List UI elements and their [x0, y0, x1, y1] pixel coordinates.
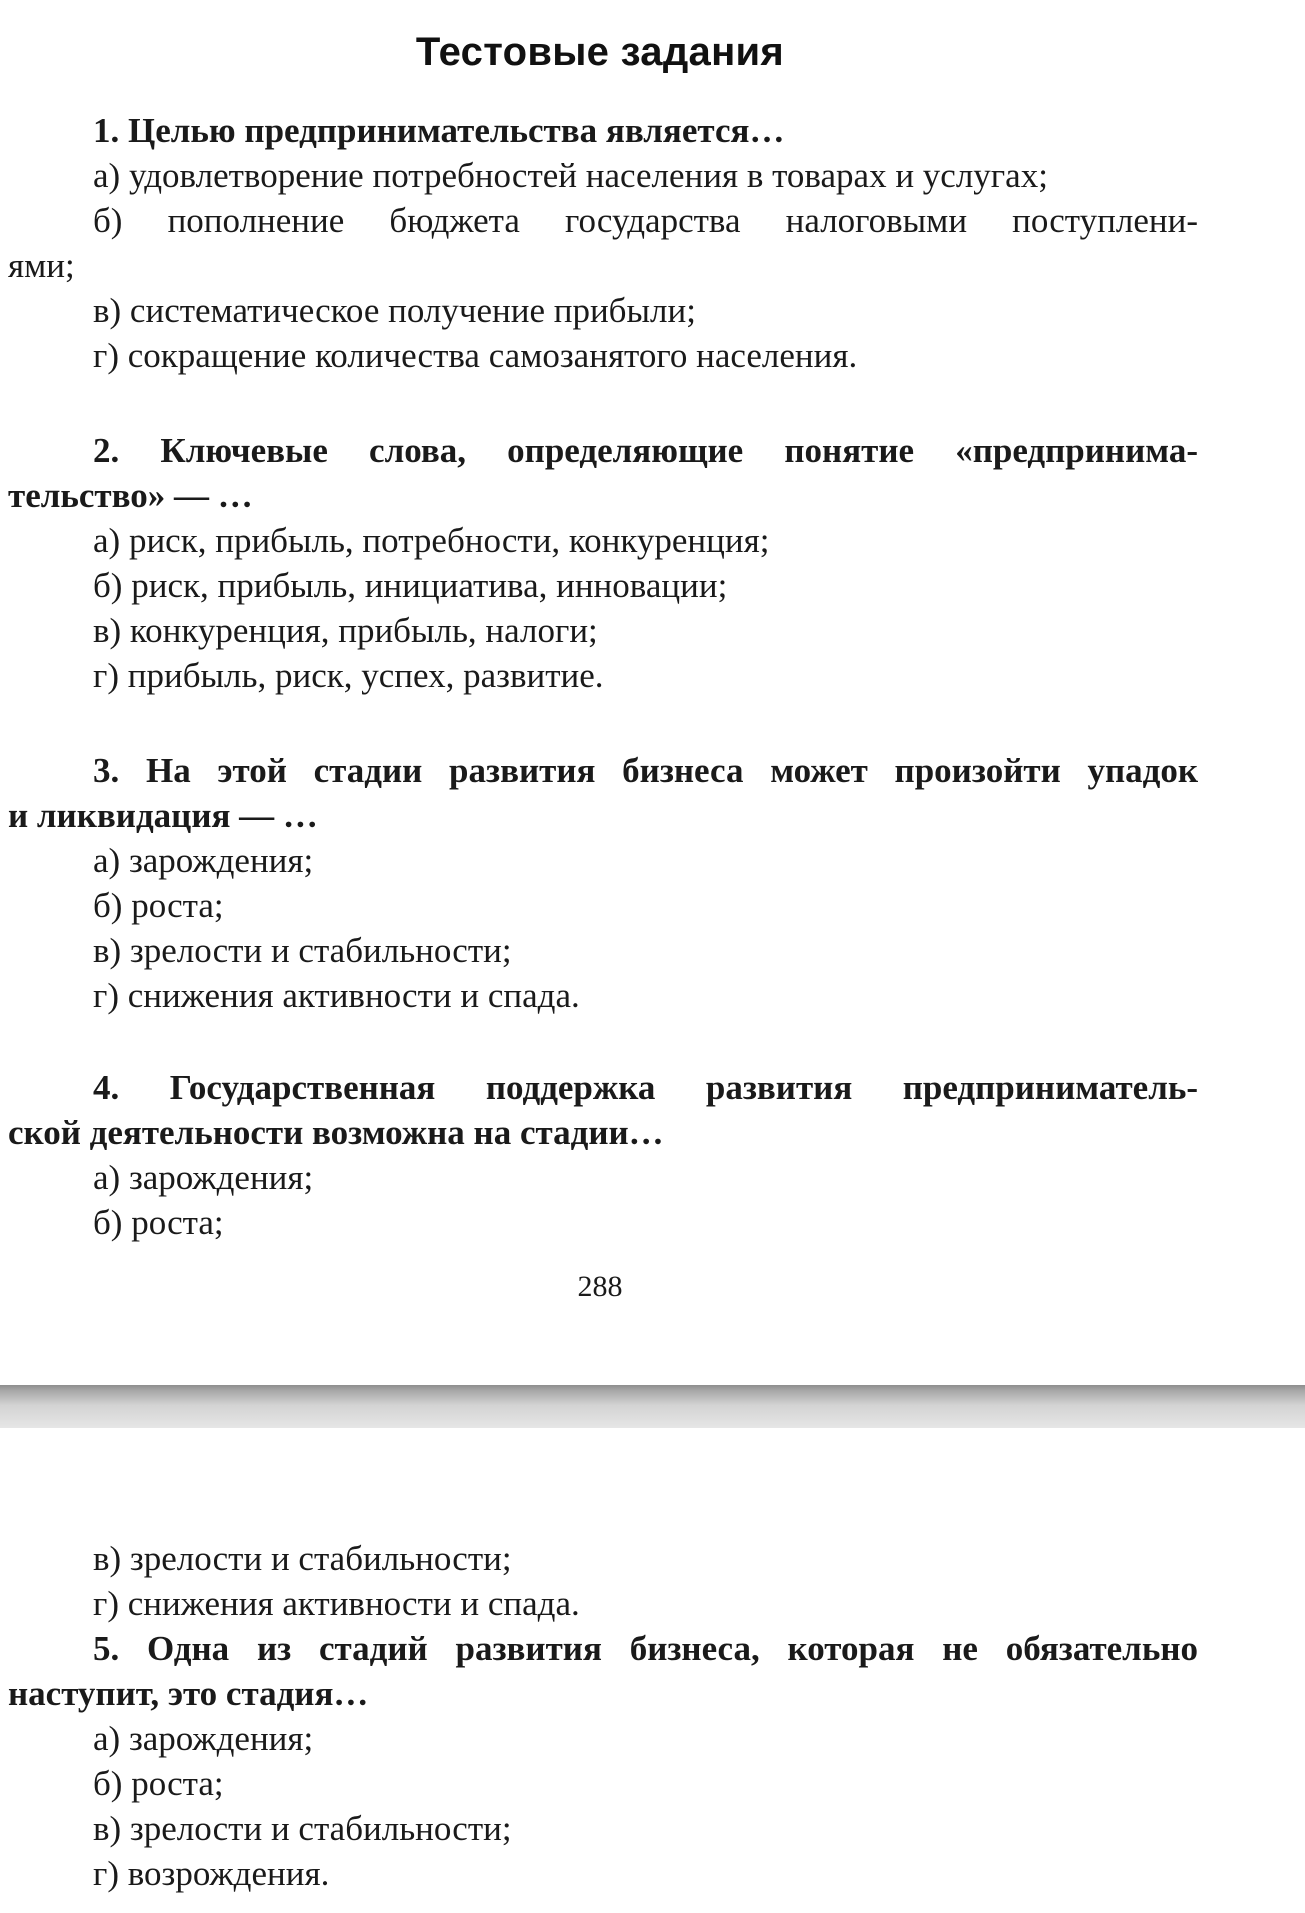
- question-2-text-line-2: тельство» — …: [8, 476, 253, 515]
- page-separator: [0, 1385, 1305, 1428]
- answer-5a: а) зарождения;: [93, 1719, 314, 1758]
- question-4-block: [8, 1065, 1198, 1245]
- answer-1d: г) сокращение количества самозанятого населения.: [93, 336, 858, 375]
- answer-5b: б) роста;: [93, 1764, 224, 1803]
- answer-2a: а) риск, прибыль, потребности, конкуренция;: [93, 521, 770, 560]
- page-number: 288: [577, 1270, 623, 1303]
- document-page-bottom: [0, 1428, 1305, 1913]
- answer-2d: г) прибыль, риск, успех, развитие.: [93, 656, 604, 695]
- answer-3c: в) зрелости и стабильности;: [93, 931, 512, 970]
- question-1-text: 1. Целью предпринимательства является…: [93, 111, 785, 150]
- question-2-text-line-1: 2. Ключевые слова, определяющие понятие «предпринима-: [93, 431, 1198, 470]
- answer-2c: в) конкуренция, прибыль, налоги;: [93, 611, 598, 650]
- answer-5d: г) возрождения.: [93, 1854, 330, 1893]
- answer-3d: г) снижения активности и спада.: [93, 976, 580, 1015]
- answer-1b-line-1: б) пополнение бюджета государства налоговыми поступлени-: [93, 201, 1198, 240]
- answer-3b: б) роста;: [93, 886, 224, 925]
- answer-3a: а) зарождения;: [93, 841, 314, 880]
- question-4-text-line-2: ской деятельности возможна на стадии…: [8, 1113, 664, 1152]
- answer-5c: в) зрелости и стабильности;: [93, 1809, 512, 1848]
- continued-answers-block: [8, 1536, 1198, 1896]
- answer-2b: б) риск, прибыль, инициатива, инновации;: [93, 566, 728, 605]
- question-3-block: [8, 748, 1198, 1018]
- answer-4a: а) зарождения;: [93, 1158, 314, 1197]
- question-3-text-line-2: и ликвидация — …: [8, 796, 318, 835]
- question-1-block: [8, 108, 1198, 378]
- question-3-text-line-1: 3. На этой стадии развития бизнеса может произойти упадок: [93, 751, 1198, 790]
- answer-4b: б) роста;: [93, 1203, 224, 1242]
- question-5-text-line-2: наступит, это стадия…: [8, 1674, 369, 1713]
- answer-4d: г) снижения активности и спада.: [93, 1584, 580, 1623]
- answer-4c: в) зрелости и стабильности;: [93, 1539, 512, 1578]
- answer-1c: в) систематическое получение прибыли;: [93, 291, 696, 330]
- question-5-text-line-1: 5. Одна из стадий развития бизнеса, которая не обязательно: [93, 1629, 1198, 1668]
- answer-1b-line-2: ями;: [8, 246, 75, 285]
- page-title: Тестовые задания: [415, 30, 785, 74]
- answer-1a: а) удовлетворение потребностей населения в товарах и услугах;: [93, 156, 1048, 195]
- question-4-text-line-1: 4. Государственная поддержка развития предприниматель-: [93, 1068, 1198, 1107]
- question-2-block: [8, 428, 1198, 698]
